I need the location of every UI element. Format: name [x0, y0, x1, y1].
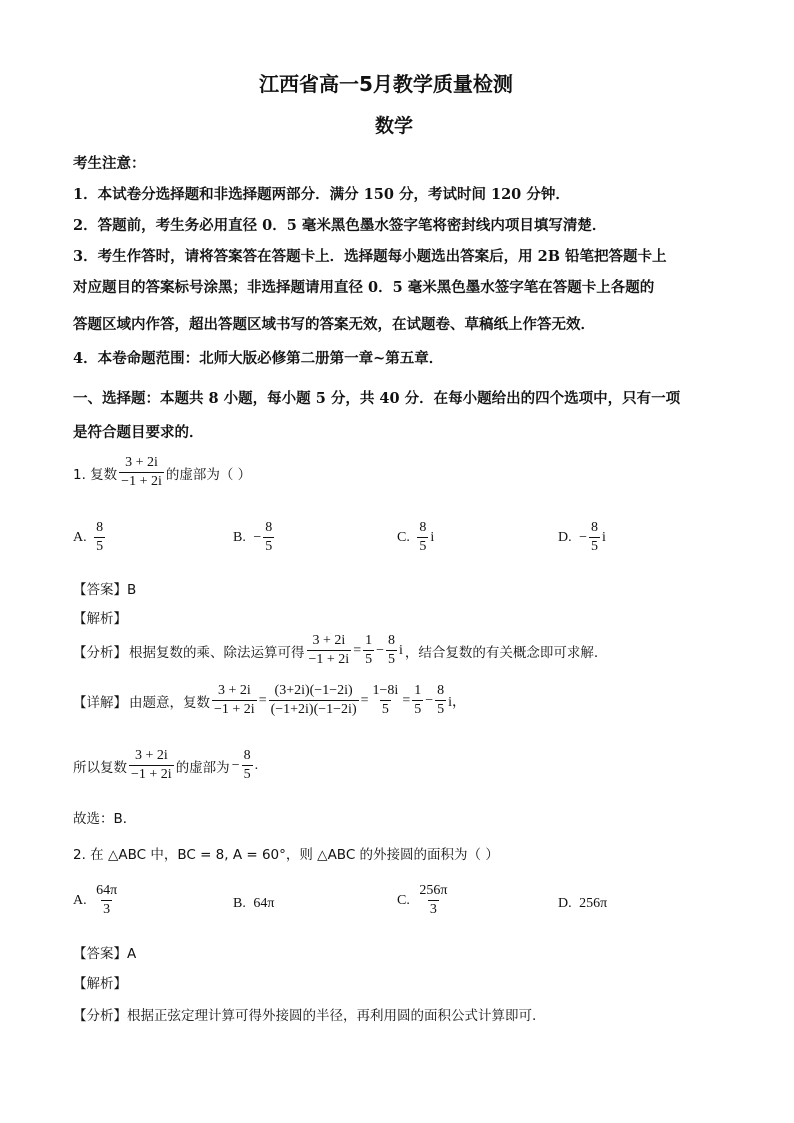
fraction-denominator: −1 + 2i	[131, 767, 172, 782]
fraction-numerator: 3 + 2i	[312, 633, 346, 648]
subject-title: 数学	[375, 115, 414, 137]
question-1-stem	[73, 455, 251, 490]
answer-tag: 【答案】	[73, 582, 127, 598]
fraction-numerator: 8	[437, 683, 445, 698]
option-denominator: 5	[265, 539, 273, 554]
fraction-denominator: 5	[381, 702, 389, 717]
fraction-denominator: −1 + 2i	[214, 702, 255, 717]
minus-sign: −	[376, 642, 384, 658]
xiangjie-text: 由题意，复数	[129, 694, 210, 711]
so-mid: 的虚部为	[175, 759, 230, 776]
fraction-numerator: 1	[414, 683, 422, 698]
option-fraction	[589, 520, 600, 555]
option-d[interactable]	[558, 896, 607, 912]
fraction-denominator: 5	[388, 652, 395, 667]
section-heading-line-1: 一、选择题：本题共 8 小题，每小题 5 分，共 40 分．在每小题给出的四个选项中，只有一项	[73, 390, 681, 407]
option-label: B.	[233, 529, 246, 545]
option-fraction	[94, 883, 119, 918]
option-label: B.	[233, 896, 246, 911]
fraction-denominator: −1 + 2i	[121, 474, 162, 489]
notice-item-3-line-2: 对应题目的答案标号涂黑；非选择题请用直径 0．5 毫米黑色墨水签字笔在答题卡上各题的	[73, 279, 655, 296]
fenxi-line-1	[73, 633, 598, 668]
answer-tag: 【答案】	[73, 946, 127, 962]
option-fraction	[263, 520, 274, 555]
notice-item-4: 4．本卷命题范围：北师大版必修第二册第一章~第五章．	[73, 350, 444, 367]
notice-item-2: 2．答题前，考生务必用直径 0．5 毫米黑色墨水签字笔将密封线内项目填写清楚．	[73, 217, 607, 234]
option-numerator: 8	[265, 520, 273, 535]
analysis-tag-1: 【解析】	[73, 611, 127, 627]
equals-sign: =	[360, 692, 369, 708]
fraction-numerator: 3 + 2i	[134, 748, 168, 763]
fenxi-line-2	[73, 1004, 536, 1024]
option-label: C.	[397, 529, 410, 545]
option-b[interactable]	[233, 520, 274, 555]
notice-item-3-line-1: 3．考生作答时，请将答案答在答题卡上．选择题每小题选出答案后，用 2B 铅笔把答题卡上	[73, 248, 667, 265]
minus-sign: −	[231, 757, 240, 773]
option-label: A.	[73, 892, 87, 908]
fraction	[412, 683, 423, 718]
fraction	[129, 748, 174, 783]
question-1-suffix: 的虚部为（ ）	[165, 466, 252, 483]
fenxi-text: 根据正弦定理计算可得外接圆的半径，再利用圆的面积公式计算即可.	[127, 1008, 537, 1024]
imaginary-unit: i，	[448, 694, 467, 710]
option-numerator: 256π	[419, 883, 448, 898]
option-a[interactable]	[73, 520, 105, 555]
notice-item-1: 1．本试卷分选择题和非选择题两部分．满分 150 分，考试时间 120 分钟．	[73, 186, 570, 203]
fraction	[435, 683, 446, 718]
analysis-tag-2: 【解析】	[73, 976, 127, 992]
so-text: 所以复数	[73, 759, 127, 776]
option-label: D.	[558, 529, 572, 545]
option-numerator: 8	[591, 520, 599, 535]
fraction-numerator: 8	[388, 633, 395, 648]
option-a[interactable]	[73, 883, 119, 918]
equals-sign: =	[258, 692, 267, 708]
option-fraction	[417, 883, 449, 918]
option-c[interactable]	[397, 520, 434, 555]
option-denominator: 5	[419, 539, 427, 554]
option-b[interactable]	[233, 896, 274, 912]
fraction	[269, 683, 359, 718]
period: .	[254, 757, 259, 773]
fenxi-tag: 【分析】	[73, 644, 127, 661]
option-numerator: 64π	[96, 883, 118, 898]
exam-title: 江西省高一5月教学质量检测	[259, 72, 513, 96]
option-tail: i	[430, 529, 435, 545]
option-d[interactable]	[558, 520, 606, 555]
answer-line-1	[73, 578, 136, 598]
notice-item-3-line-3: 答题区域内作答，超出答题区域书写的答案无效，在试题卷、草稿纸上作答无效．	[73, 316, 595, 333]
answer-value: B	[127, 582, 137, 598]
section-heading-line-2: 是符合题目要求的．	[73, 424, 204, 441]
fraction	[307, 633, 352, 668]
fraction-denominator: 5	[414, 702, 422, 717]
imaginary-unit: i	[399, 642, 403, 658]
option-label: C.	[397, 892, 410, 908]
option-value: 64π	[253, 896, 275, 911]
option-denominator: 5	[591, 539, 599, 554]
equals-sign: =	[402, 692, 411, 708]
question-2-stem: 2. 在 △ABC 中，BC = 8, A = 60°，则 △ABC 的外接圆的面积为（ ）	[73, 847, 499, 863]
fraction-numerator: 8	[243, 748, 251, 763]
notice-heading: 考生注意：	[73, 155, 146, 172]
so-line	[73, 748, 258, 783]
option-tail: i	[602, 529, 606, 545]
question-1-fraction	[119, 455, 164, 490]
option-denominator: 5	[96, 539, 104, 554]
option-fraction	[94, 520, 105, 555]
answer-value: A	[127, 946, 137, 962]
option-label: D.	[558, 896, 572, 911]
option-c[interactable]	[397, 883, 449, 918]
xiangjie-tag: 【详解】	[73, 694, 127, 711]
question-1-prefix: 1. 复数	[73, 466, 118, 483]
option-sign: −	[253, 529, 262, 545]
option-fraction	[417, 520, 428, 555]
fraction-denominator: 5	[365, 652, 373, 667]
option-value: 256π	[579, 896, 608, 911]
option-sign: −	[579, 529, 588, 545]
xiangjie-line	[73, 683, 466, 718]
fraction-numerator: 1−8i	[372, 683, 399, 698]
fraction-denominator: −1 + 2i	[308, 652, 350, 667]
fraction-denominator: (−1+2i)(−1−2i)	[270, 702, 357, 717]
equals-sign: =	[353, 642, 362, 658]
option-label: A.	[73, 529, 87, 545]
fraction	[371, 683, 401, 718]
option-denominator: 3	[429, 902, 437, 917]
fraction	[212, 683, 257, 718]
fraction-denominator: 5	[243, 767, 251, 782]
fraction-numerator: 1	[365, 633, 373, 648]
fraction-denominator: 5	[437, 702, 445, 717]
fraction-numerator: 3 + 2i	[125, 455, 158, 470]
option-numerator: 8	[419, 520, 427, 535]
option-numerator: 8	[96, 520, 104, 535]
fraction-numerator: 3 + 2i	[217, 683, 251, 698]
option-denominator: 3	[103, 902, 111, 917]
conclusion-text: 故选：B．	[73, 811, 137, 827]
fraction	[242, 748, 253, 783]
fenxi-tag: 【分析】	[73, 1008, 127, 1024]
answer-line-2	[73, 942, 136, 962]
fenxi-text: 根据复数的乘、除法运算可得	[129, 644, 305, 661]
minus-sign: −	[425, 692, 434, 708]
fraction	[363, 633, 374, 668]
fraction-numerator: (3+2i)(−1−2i)	[274, 683, 353, 698]
fenxi-text: ，结合复数的有关概念即可求解.	[404, 644, 599, 661]
fraction	[386, 633, 397, 668]
